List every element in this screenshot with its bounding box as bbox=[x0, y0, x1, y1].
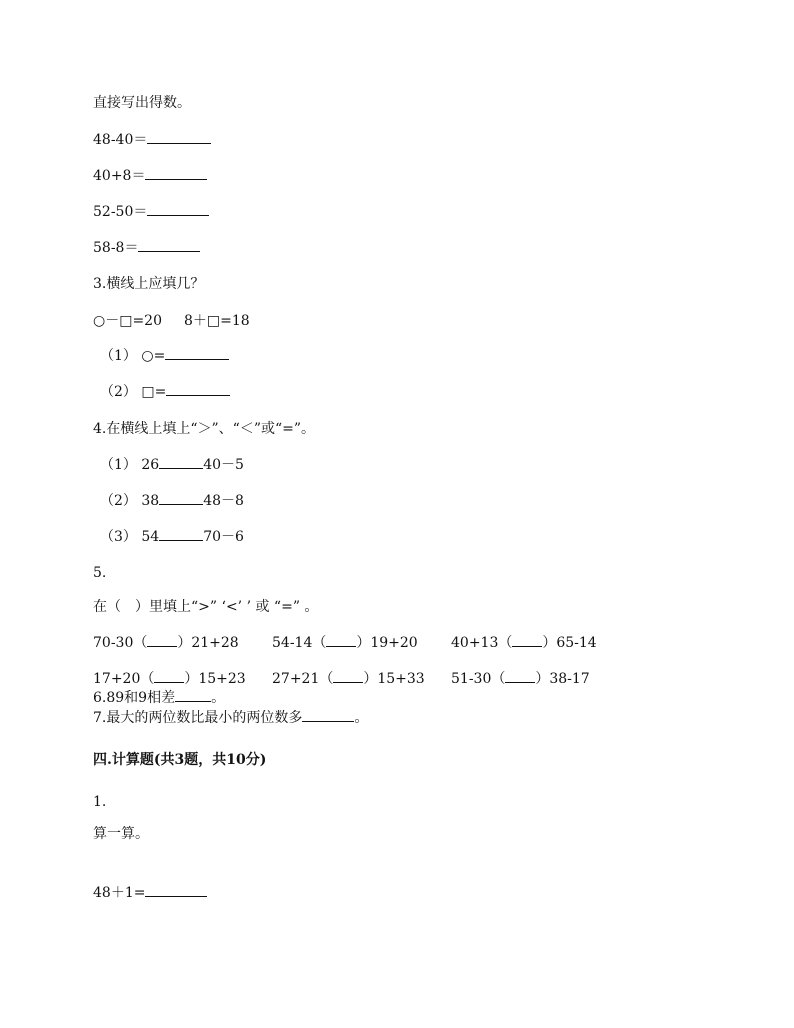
direct-item-4: 58-8＝ bbox=[93, 239, 200, 257]
answer-blank[interactable] bbox=[159, 528, 203, 541]
q4-row-3: （3） 54 70－6 bbox=[100, 529, 244, 545]
answer-blank[interactable] bbox=[326, 634, 356, 647]
q5-row1-col2: 54-14（ ）19+20 bbox=[272, 635, 418, 651]
q5-row2-col1: 17+20（ ）15+23 bbox=[93, 671, 246, 687]
q5-row1-col1: 70-30（ ）21+28 bbox=[93, 635, 239, 651]
answer-blank[interactable] bbox=[154, 670, 184, 683]
answer-blank[interactable] bbox=[147, 203, 209, 216]
answer-blank[interactable] bbox=[505, 670, 535, 683]
q5-instruction: 在（ ）里填上“>” ‘<’ ’ 或 “=” 。 bbox=[93, 599, 319, 615]
section4-q1-item: 48＋1= bbox=[93, 884, 207, 902]
q7: 7.最大的两位数比最小的两位数多 。 bbox=[93, 710, 369, 726]
q5-number: 5. bbox=[93, 565, 107, 581]
answer-blank[interactable] bbox=[138, 239, 200, 252]
q4-row-2: （2） 38 48－8 bbox=[100, 493, 244, 509]
q4-row-1: （1） 26 40－5 bbox=[100, 457, 244, 473]
section4-title: 四.计算题(共3题，共10分) bbox=[93, 752, 267, 768]
section4-q1-number: 1. bbox=[93, 794, 107, 810]
answer-blank[interactable] bbox=[302, 709, 354, 722]
direct-item-2: 40+8＝ bbox=[93, 167, 207, 185]
answer-blank[interactable] bbox=[512, 634, 542, 647]
answer-blank[interactable] bbox=[147, 634, 177, 647]
answer-blank[interactable] bbox=[175, 689, 211, 702]
q3-sub1: （1） ○= bbox=[100, 347, 229, 365]
q3-title: 3.横线上应填几？ bbox=[93, 276, 205, 292]
q5-row2-col2: 27+21（ ）15+33 bbox=[272, 671, 425, 687]
answer-blank[interactable] bbox=[159, 492, 203, 505]
q4-title: 4.在横线上填上“＞”、“＜”或“=”。 bbox=[93, 421, 316, 437]
answer-blank[interactable] bbox=[159, 456, 203, 469]
answer-blank[interactable] bbox=[333, 670, 363, 683]
q3-equations: ○－□=20 8＋□=18 bbox=[93, 313, 250, 329]
instruction-direct: 直接写出得数。 bbox=[93, 95, 191, 111]
q5-row2-col3: 51-30（ ）38-17 bbox=[451, 671, 590, 687]
section4-q1-instruction: 算一算。 bbox=[93, 826, 149, 842]
direct-item-1: 48-40＝ bbox=[93, 131, 211, 149]
q6: 6.89和9相差 。 bbox=[93, 690, 226, 706]
answer-blank[interactable] bbox=[165, 347, 229, 360]
direct-item-3: 52-50＝ bbox=[93, 203, 209, 221]
q3-sub2: （2） □= bbox=[100, 383, 230, 401]
answer-blank[interactable] bbox=[145, 167, 207, 180]
q5-row1-col3: 40+13（ ）65-14 bbox=[451, 635, 597, 651]
answer-blank[interactable] bbox=[147, 131, 211, 144]
answer-blank[interactable] bbox=[166, 383, 230, 396]
answer-blank[interactable] bbox=[145, 884, 207, 897]
